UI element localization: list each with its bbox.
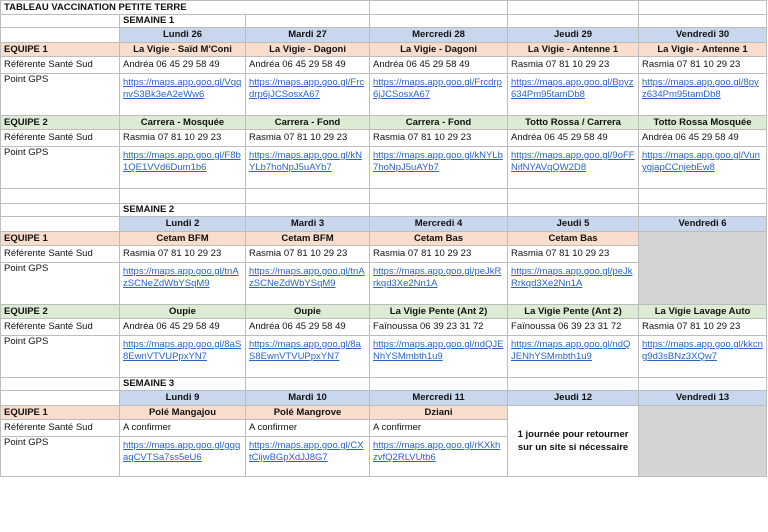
week-2-label: SEMAINE 2 xyxy=(120,204,246,217)
team-1-label: EQUIPE 1 xyxy=(1,406,120,420)
referent-label: Référente Santé Sud xyxy=(1,246,120,263)
day-header: Lundi 2 xyxy=(120,217,246,232)
gps-label: Point GPS xyxy=(1,336,120,378)
referent-contact: Andréa 06 45 29 58 49 xyxy=(246,57,370,74)
week-3-label: SEMAINE 3 xyxy=(120,378,246,391)
day-header: Jeudi 29 xyxy=(508,28,639,43)
referent-contact: Andréa 06 45 29 58 49 xyxy=(120,319,246,336)
team-1-label: EQUIPE 1 xyxy=(1,232,120,246)
site-name: Dziani xyxy=(370,406,508,420)
gps-link[interactable]: https://maps.app.goo.gl/8aS8EwnVTVUPpxYN7 xyxy=(246,336,370,378)
referent-label: Référente Santé Sud xyxy=(1,420,120,437)
referent-contact: Rasmia 07 81 10 29 23 xyxy=(508,57,639,74)
day-header: Lundi 26 xyxy=(120,28,246,43)
revisit-note: 1 journée pour retourner sur un site si nécessaire xyxy=(508,406,639,477)
referent-contact: Andréa 06 45 29 58 49 xyxy=(370,57,508,74)
gps-link[interactable]: https://maps.app.goo.gl/VunygjapCCnjebEw8 xyxy=(639,147,767,189)
gps-link[interactable]: https://maps.app.goo.gl/Frcdrp6jJCSosxA67 xyxy=(246,74,370,116)
day-header: Mercredi 11 xyxy=(370,391,508,406)
referent-contact: Rasmia 07 81 10 29 23 xyxy=(120,130,246,147)
site-name: Totto Rossa / Carrera xyxy=(508,116,639,130)
site-name: Carrera - Fond xyxy=(246,116,370,130)
site-name: La Vigie - Dagoni xyxy=(246,43,370,57)
day-header: Mercredi 4 xyxy=(370,217,508,232)
gps-link[interactable]: https://maps.app.goo.gl/F8b1QE1VVd6Dum1b6 xyxy=(120,147,246,189)
site-name: La Vigie Pente (Ant 2) xyxy=(370,305,508,319)
gps-label: Point GPS xyxy=(1,437,120,477)
referent-contact: Andréa 06 45 29 58 49 xyxy=(120,57,246,74)
day-header: Jeudi 5 xyxy=(508,217,639,232)
referent-label: Référente Santé Sud xyxy=(1,319,120,336)
referent-contact: Andréa 06 45 29 58 49 xyxy=(246,319,370,336)
gps-link[interactable]: https://maps.app.goo.gl/kkcng9d3sBNz3XQw7 xyxy=(639,336,767,378)
referent-contact: A confirmer xyxy=(370,420,508,437)
gps-link[interactable]: https://maps.app.goo.gl/peJkRrkqd3Xe2Nn1A xyxy=(508,263,639,305)
site-name: Cetam BFM xyxy=(120,232,246,246)
closed-day-cell xyxy=(639,406,767,477)
site-name: La Vigie Pente (Ant 2) xyxy=(508,305,639,319)
gps-link[interactable]: https://maps.app.goo.gl/tnAzSCNeZdWbYSqM9 xyxy=(120,263,246,305)
gps-label: Point GPS xyxy=(1,263,120,305)
referent-contact: A confirmer xyxy=(120,420,246,437)
site-name: Cetam Bas xyxy=(508,232,639,246)
gps-label: Point GPS xyxy=(1,147,120,189)
gps-link[interactable]: https://maps.app.goo.gl/gqqaqCVTSa7ss5eU6 xyxy=(120,437,246,477)
site-name: Oupie xyxy=(246,305,370,319)
site-name: La Vigie Lavage Auto xyxy=(639,305,767,319)
gps-link[interactable]: https://maps.app.goo.gl/Bpyz634Pm95tamDb8 xyxy=(508,74,639,116)
gps-link[interactable]: https://maps.app.goo.gl/Frcdrp6jJCSosxA67 xyxy=(370,74,508,116)
day-header: Mercredi 28 xyxy=(370,28,508,43)
closed-day-cell xyxy=(639,232,767,305)
gps-link[interactable]: https://maps.app.goo.gl/rKXkhzvfQ2RLVUtb6 xyxy=(370,437,508,477)
site-name: Polé Mangajou xyxy=(120,406,246,420)
day-header: Vendredi 30 xyxy=(639,28,767,43)
team-2-label: EQUIPE 2 xyxy=(1,116,120,130)
referent-contact: Rasmia 07 81 10 29 23 xyxy=(639,57,767,74)
referent-label: Référente Santé Sud xyxy=(1,57,120,74)
site-name: La Vigie - Antenne 1 xyxy=(508,43,639,57)
gps-link[interactable]: https://maps.app.goo.gl/peJkRrkqd3Xe2Nn1A xyxy=(370,263,508,305)
referent-contact: Rasmia 07 81 10 29 23 xyxy=(370,246,508,263)
site-name: Carrera - Mosquée xyxy=(120,116,246,130)
gps-link[interactable]: https://maps.app.goo.gl/8pyz634Pm95tamDb8 xyxy=(639,74,767,116)
site-name: Oupie xyxy=(120,305,246,319)
referent-contact: Andréa 06 45 29 58 49 xyxy=(508,130,639,147)
referent-contact: A confirmer xyxy=(246,420,370,437)
site-name: La Vigie - Saïd M'Coni xyxy=(120,43,246,57)
gps-link[interactable]: https://maps.app.goo.gl/8aS8EwnVTVUPpxYN7 xyxy=(120,336,246,378)
referent-contact: Rasmia 07 81 10 29 23 xyxy=(246,130,370,147)
page-title: TABLEAU VACCINATION PETITE TERRE xyxy=(1,1,370,15)
day-header: Vendredi 13 xyxy=(639,391,767,406)
gps-link[interactable]: https://maps.app.goo.gl/ndQJENhYSMmbth1u9 xyxy=(370,336,508,378)
gps-label: Point GPS xyxy=(1,74,120,116)
gps-link[interactable]: https://maps.app.goo.gl/9oFFNifNYAVqQW2D8 xyxy=(508,147,639,189)
gps-link[interactable]: https://maps.app.goo.gl/kNYLb7hoNpJ5uAYb7 xyxy=(370,147,508,189)
day-header: Jeudi 12 xyxy=(508,391,639,406)
gps-link[interactable]: https://maps.app.goo.gl/kNYLb7hoNpJ5uAYb7 xyxy=(246,147,370,189)
gps-link[interactable]: https://maps.app.goo.gl/ndQJENhYSMmbth1u9 xyxy=(508,336,639,378)
referent-label: Référente Santé Sud xyxy=(1,130,120,147)
referent-contact: Andréa 06 45 29 58 49 xyxy=(639,130,767,147)
referent-contact: Rasmia 07 81 10 29 23 xyxy=(639,319,767,336)
day-header: Mardi 10 xyxy=(246,391,370,406)
site-name: Carrera - Fond xyxy=(370,116,508,130)
gps-link[interactable]: https://maps.app.goo.gl/tnAzSCNeZdWbYSqM9 xyxy=(246,263,370,305)
day-header: Lundi 9 xyxy=(120,391,246,406)
site-name: La Vigie - Dagoni xyxy=(370,43,508,57)
team-1-label: EQUIPE 1 xyxy=(1,43,120,57)
day-header: Mardi 27 xyxy=(246,28,370,43)
site-name: Polé Mangrove xyxy=(246,406,370,420)
site-name: Cetam BFM xyxy=(246,232,370,246)
referent-contact: Rasmia 07 81 10 29 23 xyxy=(508,246,639,263)
referent-contact: Faïnoussa 06 39 23 31 72 xyxy=(370,319,508,336)
referent-contact: Rasmia 07 81 10 29 23 xyxy=(246,246,370,263)
team-2-label: EQUIPE 2 xyxy=(1,305,120,319)
gps-link[interactable]: https://maps.app.goo.gl/VqqnvS3Bk3eA2eWw6 xyxy=(120,74,246,116)
day-header: Mardi 3 xyxy=(246,217,370,232)
week-1-label: SEMAINE 1 xyxy=(120,15,246,28)
gps-link[interactable]: https://maps.app.goo.gl/CXtCijwBGpXdJJ8G7 xyxy=(246,437,370,477)
site-name: La Vigie - Antenne 1 xyxy=(639,43,767,57)
referent-contact: Rasmia 07 81 10 29 23 xyxy=(370,130,508,147)
site-name: Cetam Bas xyxy=(370,232,508,246)
day-header: Vendredi 6 xyxy=(639,217,767,232)
referent-contact: Rasmia 07 81 10 29 23 xyxy=(120,246,246,263)
site-name: Totto Rossa Mosquée xyxy=(639,116,767,130)
referent-contact: Faïnoussa 06 39 23 31 72 xyxy=(508,319,639,336)
